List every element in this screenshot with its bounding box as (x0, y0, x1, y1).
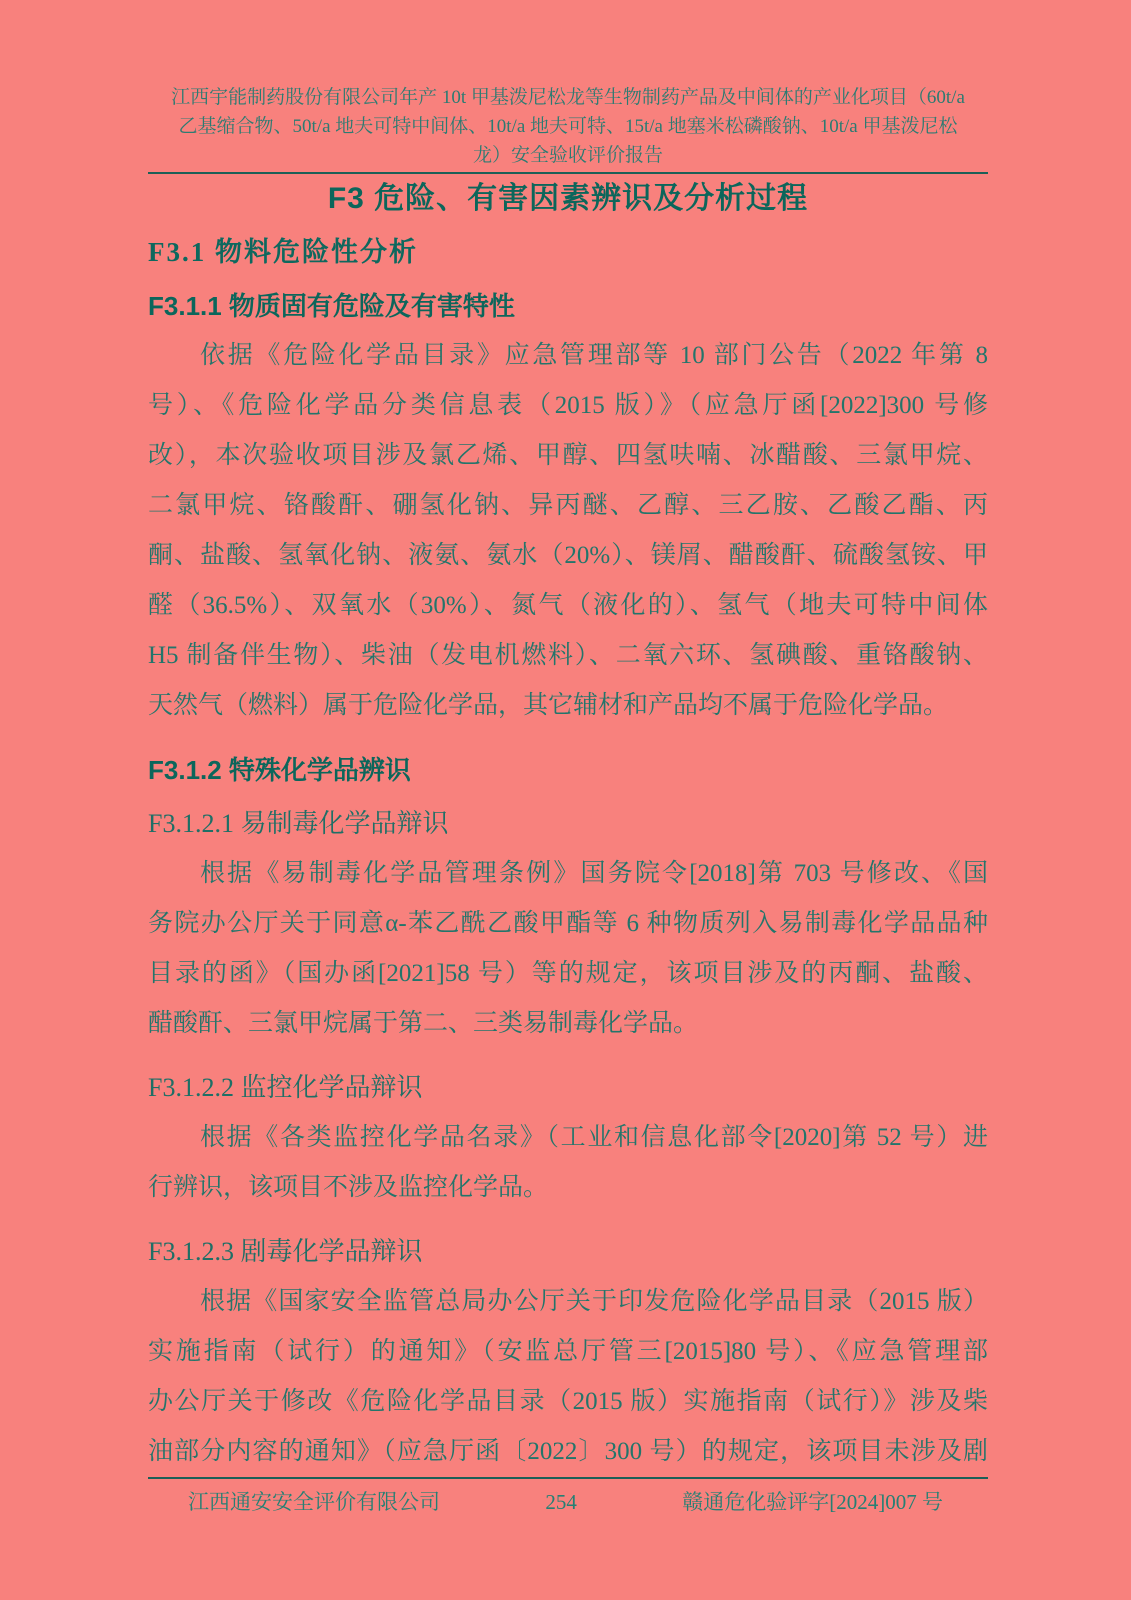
footer-page-number: 254 (545, 1490, 577, 1514)
section-heading-f3-1-2-1: F3.1.2.1 易制毒化学品辩识 (148, 809, 449, 838)
paragraph-line: 油部分内容的通知》（应急厅函〔2022〕300 号）的规定，该项目未涉及剧 (148, 1438, 988, 1465)
section-heading-f3-1-1: F3.1.1 物质固有危险及有害特性 (148, 291, 515, 321)
paragraph-line: 实施指南（试行）的通知》（安监总厅管三[2015]80 号）、《应急管理部 (148, 1338, 988, 1365)
paragraph-line: 根据《国家安全监管总局办公厅关于印发危险化学品目录（2015 版） (200, 1288, 988, 1315)
paragraph-line: 酮、盐酸、氢氧化钠、液氨、氨水（20%）、镁屑、醋酸酐、硫酸氢铵、甲 (148, 542, 988, 569)
paragraph-line: 行辨识，该项目不涉及监控化学品。 (148, 1174, 549, 1201)
header-divider (148, 172, 988, 174)
running-header-line-2: 乙基缩合物、50t/a 地夫可特中间体、10t/a 地夫可特、15t/a 地塞米松磷酸钠、10t/a 甲基泼尼松 (178, 116, 958, 137)
paragraph-material-hazards (148, 331, 988, 731)
paragraph-line: 号）、《危险化学品分类信息表（2015 版）》（应急厅函[2022]300 号修 (148, 392, 988, 419)
paragraph-monitored-chemicals (148, 1113, 988, 1213)
running-header-line-1: 江西宇能制药股份有限公司年产 10t 甲基泼尼松龙等生物制药产品及中间体的产业化项目（60t/a (171, 87, 965, 108)
paragraph-line: 务院办公厅关于同意α-苯乙酰乙酸甲酯等 6 种物质列入易制毒化学品品种 (148, 910, 988, 937)
paragraph-line: 目录的函》（国办函[2021]58 号）等的规定，该项目涉及的丙酮、盐酸、 (148, 960, 988, 987)
running-header-line-3: 龙）安全验收评价报告 (472, 145, 663, 166)
section-heading-f3-1-2: F3.1.2 特殊化学品辨识 (148, 755, 411, 785)
paragraph-line: 醋酸酐、三氯甲烷属于第二、三类易制毒化学品。 (148, 1010, 699, 1037)
running-header (148, 83, 988, 170)
page-footer (148, 1477, 988, 1516)
paragraph-highly-toxic-chemicals (148, 1277, 988, 1477)
paragraph-precursor-chemicals (148, 849, 988, 1049)
paragraph-line: 天然气（燃料）属于危险化学品，其它辅材和产品均不属于危险化学品。 (148, 692, 949, 719)
paragraph-line: 改），本次验收项目涉及氯乙烯、甲醇、四氢呋喃、冰醋酸、三氯甲烷、 (148, 442, 988, 469)
section-heading-f3-1: F3.1 物料危险性分析 (148, 237, 418, 267)
paragraph-line: 醛（36.5%）、双氧水（30%）、氮气（液化的）、氢气（地夫可特中间体 (148, 592, 988, 619)
paragraph-line: 根据《各类监控化学品名录》（工业和信息化部令[2020]第 52 号）进 (200, 1124, 988, 1151)
paragraph-line: H5 制备伴生物）、柴油（发电机燃料）、二氧六环、氢碘酸、重铬酸钠、 (148, 642, 988, 669)
paragraph-line: 根据《易制毒化学品管理条例》国务院令[2018]第 703 号修改、《国 (200, 860, 988, 887)
section-heading-f3-1-2-2: F3.1.2.2 监控化学品辩识 (148, 1073, 423, 1102)
paragraph-line: 办公厅关于修改《危险化学品目录（2015 版）实施指南（试行）》涉及柴 (148, 1388, 988, 1415)
footer-document-number: 赣通危化验评字[2024]007 号 (682, 1490, 943, 1514)
paragraph-line: 依据《危险化学品目录》应急管理部等 10 部门公告（2022 年第 8 (200, 342, 988, 369)
paragraph-line: 二氯甲烷、铬酸酐、硼氢化钠、异丙醚、乙醇、三乙胺、乙酸乙酯、丙 (148, 492, 988, 519)
chapter-title: F3 危险、有害因素辨识及分析过程 (327, 182, 809, 215)
section-heading-f3-1-2-3: F3.1.2.3 剧毒化学品辩识 (148, 1237, 423, 1266)
footer-company-name: 江西通安安全评价有限公司 (188, 1490, 440, 1514)
